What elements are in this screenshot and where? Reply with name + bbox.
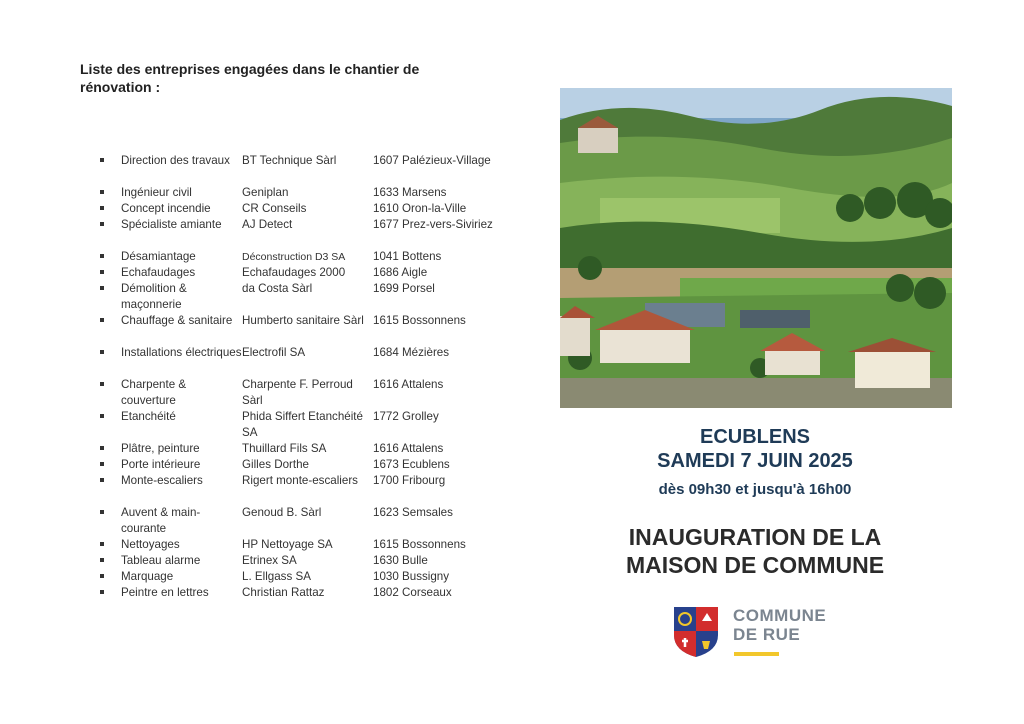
work-label: Chauffage & sanitaire: [121, 314, 233, 327]
event-village: ECUBLENS: [699, 426, 810, 448]
company-locality: 1041 Bottens: [373, 250, 442, 263]
work-label: Porte intérieure: [121, 458, 201, 471]
company-name: AJ Detect: [242, 218, 293, 231]
list-item: [96, 201, 536, 217]
list-item: [96, 409, 536, 441]
company-locality: 1607 Palézieux-Village: [373, 154, 491, 167]
list-item: [96, 185, 536, 201]
work-label: Auvent & main-courante: [121, 506, 201, 535]
list-item: [96, 153, 536, 185]
company-name: Electrofil SA: [242, 346, 306, 359]
bullet-icon: [96, 217, 121, 249]
work-label: Spécialiste amiante: [121, 218, 222, 231]
company-name: Charpente F. Perroud Sàrl: [242, 378, 353, 407]
company-locality: 1615 Bossonnens: [373, 538, 466, 551]
company-locality: 1673 Ecublens: [373, 458, 450, 471]
company-locality: 1616 Attalens: [373, 378, 444, 391]
list-item: [96, 377, 536, 409]
work-label: Démolition & maçonnerie: [121, 282, 187, 311]
list-item: [96, 313, 536, 345]
company-locality: 1684 Mézières: [373, 346, 450, 359]
company-name: Déconstruction D3 SA: [242, 251, 346, 263]
bullet-icon: [96, 345, 121, 377]
list-item: [96, 585, 536, 601]
work-label: Peintre en lettres: [121, 586, 209, 599]
bullet-icon: [96, 153, 121, 185]
commune-name-line2: DE RUE: [733, 625, 801, 644]
list-item: [96, 473, 536, 505]
company-name: Rigert monte-escaliers: [242, 474, 358, 487]
bullet-icon: [96, 585, 121, 601]
list-item: [96, 569, 536, 585]
list-item: [96, 553, 536, 569]
commune-crest-icon: [672, 603, 720, 659]
company-name: CR Conseils: [242, 202, 307, 215]
list-item: [96, 249, 536, 265]
bullet-icon: [96, 265, 121, 281]
company-name: Geniplan: [242, 186, 289, 199]
companies-list: [96, 153, 536, 601]
bullet-icon: [96, 185, 121, 201]
bullet-icon: [96, 377, 121, 409]
work-label: Marquage: [121, 570, 174, 583]
company-name: L. Ellgass SA: [242, 570, 311, 583]
list-item: [96, 217, 536, 249]
event-date: SAMEDI 7 JUIN 2025: [657, 450, 853, 472]
company-locality: 1615 Bossonnens: [373, 314, 466, 327]
work-label: Charpente & couverture: [121, 378, 187, 407]
company-name: Thuillard Fils SA: [242, 442, 327, 455]
list-item: [96, 537, 536, 553]
list-item: [96, 441, 536, 457]
work-label: Installations électriques: [121, 346, 242, 359]
bullet-icon: [96, 409, 121, 441]
list-item: [96, 457, 536, 473]
company-locality: 1610 Oron-la-Ville: [373, 202, 467, 215]
work-label: Monte-escaliers: [121, 474, 203, 487]
company-locality: 1772 Grolley: [373, 410, 439, 423]
bullet-icon: [96, 473, 121, 505]
company-locality: 1616 Attalens: [373, 442, 444, 455]
event-hours: dès 09h30 et jusqu'à 16h00: [658, 481, 852, 498]
event-title-line2: MAISON DE COMMUNE: [625, 552, 885, 578]
commune-name-line1: COMMUNE: [733, 606, 827, 625]
company-locality: 1699 Porsel: [373, 282, 435, 295]
work-label: Nettoyages: [121, 538, 180, 551]
company-locality: 1630 Bulle: [373, 554, 428, 567]
commune-accent-bar: [734, 652, 779, 656]
bullet-icon: [96, 281, 121, 313]
company-name: Genoud B. Sàrl: [242, 506, 322, 519]
company-name: HP Nettoyage SA: [242, 538, 333, 551]
work-label: Plâtre, peinture: [121, 442, 200, 455]
work-label: Direction des travaux: [121, 154, 230, 167]
company-locality: 1030 Bussigny: [373, 570, 450, 583]
list-item: [96, 265, 536, 281]
work-label: Concept incendie: [121, 202, 211, 215]
company-locality: 1686 Aigle: [373, 266, 428, 279]
work-label: Désamiantage: [121, 250, 196, 263]
company-locality: 1623 Semsales: [373, 506, 453, 519]
company-name: Etrinex SA: [242, 554, 297, 567]
list-heading: Liste des entreprises engagées dans le chantier de rénovation :: [80, 61, 420, 95]
company-name: BT Technique Sàrl: [242, 154, 337, 167]
work-label: Ingénieur civil: [121, 186, 192, 199]
work-label: Tableau alarme: [121, 554, 201, 567]
list-item: [96, 505, 536, 537]
company-name: Echafaudages 2000: [242, 266, 346, 279]
village-landscape-photo: [560, 88, 952, 408]
work-label: Etanchéité: [121, 410, 176, 423]
company-name: Humberto sanitaire Sàrl: [242, 314, 364, 327]
bullet-icon: [96, 537, 121, 553]
company-name: Gilles Dorthe: [242, 458, 310, 471]
bullet-icon: [96, 553, 121, 569]
list-item: [96, 281, 536, 313]
bullet-icon: [96, 457, 121, 473]
list-item: [96, 345, 536, 377]
event-title-line1: INAUGURATION DE LA: [628, 524, 882, 550]
company-locality: 1700 Fribourg: [373, 474, 446, 487]
bullet-icon: [96, 505, 121, 537]
bullet-icon: [96, 201, 121, 217]
company-name: Phida Siffert Etanchéité SA: [242, 410, 363, 439]
bullet-icon: [96, 313, 121, 345]
company-name: da Costa Sàrl: [242, 282, 313, 295]
company-name: Christian Rattaz: [242, 586, 325, 599]
company-locality: 1802 Corseaux: [373, 586, 452, 599]
bullet-icon: [96, 441, 121, 457]
bullet-icon: [96, 569, 121, 585]
company-locality: 1633 Marsens: [373, 186, 447, 199]
company-locality: 1677 Prez-vers-Siviriez: [373, 218, 493, 231]
bullet-icon: [96, 249, 121, 265]
work-label: Echafaudages: [121, 266, 196, 279]
